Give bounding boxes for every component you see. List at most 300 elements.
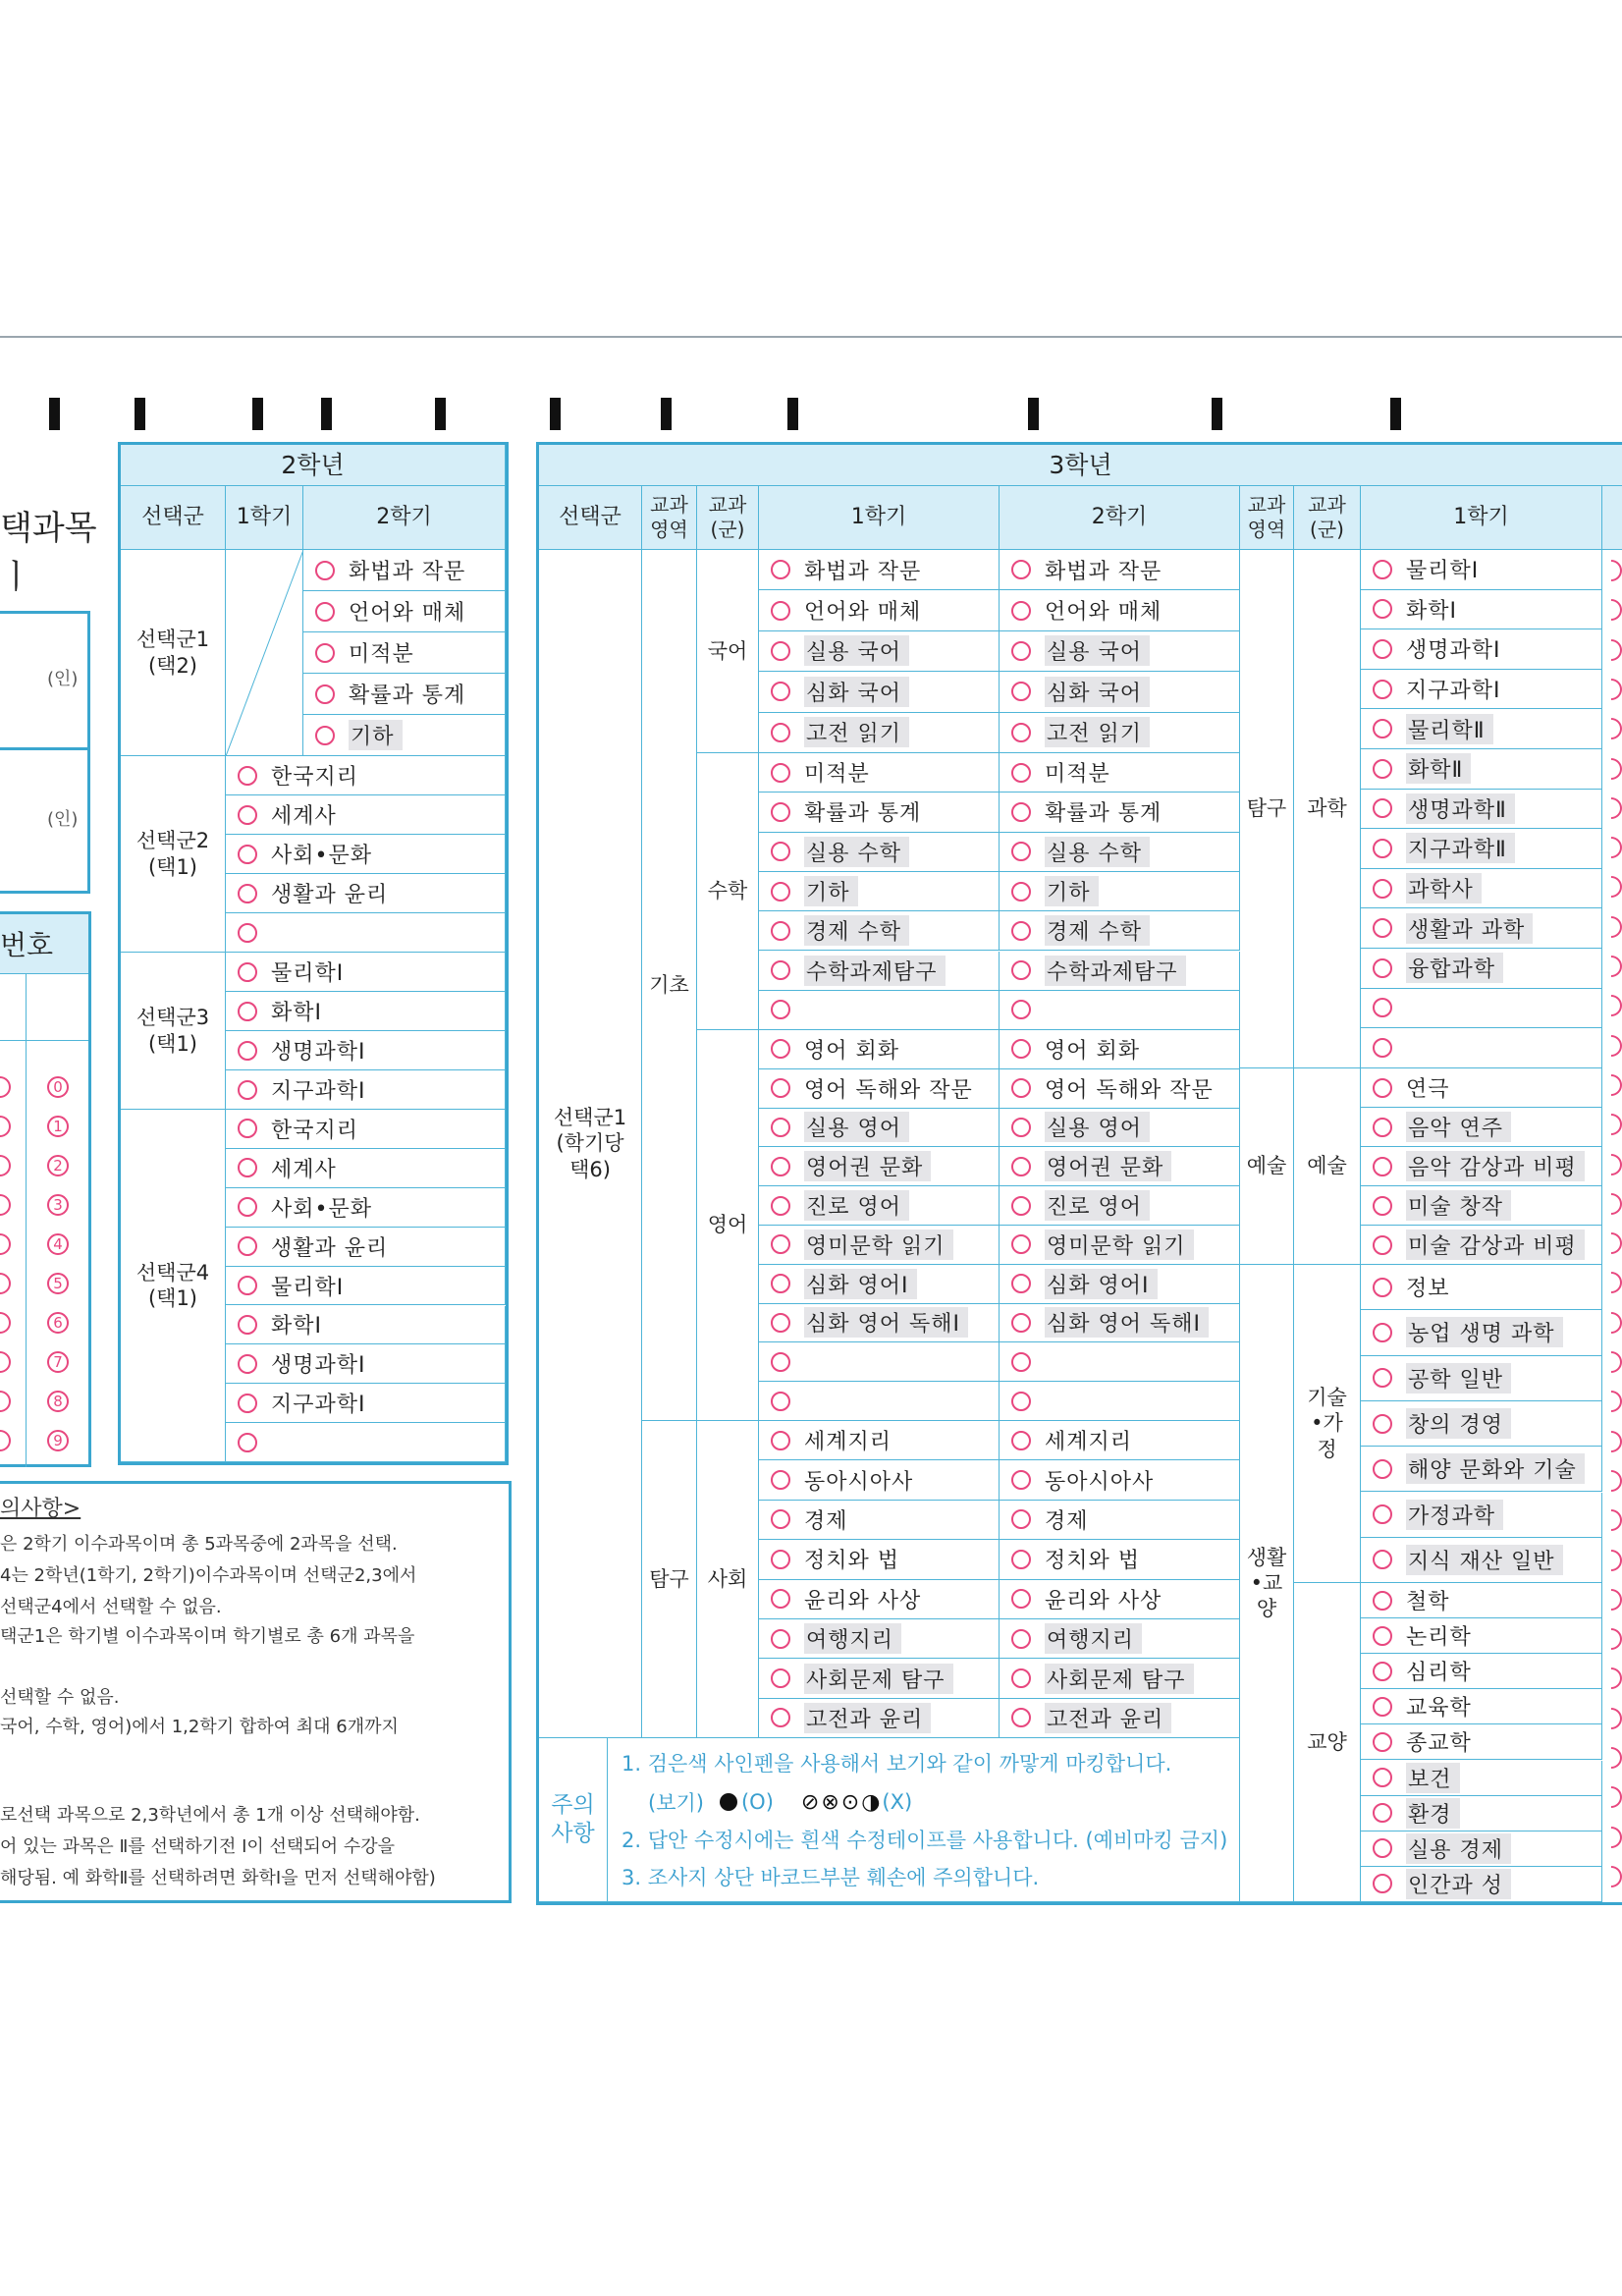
answer-bubble[interactable] (771, 763, 790, 783)
option-row (759, 991, 1000, 1030)
answer-bubble[interactable] (1373, 1414, 1392, 1434)
option-label: 심화 영어Ⅰ (804, 1269, 917, 1299)
digit-bubble[interactable]: 0 (47, 1076, 69, 1098)
option-row (1000, 672, 1240, 712)
answer-bubble[interactable] (1373, 759, 1392, 779)
option-row (759, 1109, 1000, 1148)
timing-mark (49, 398, 60, 430)
right-subject-arts: 예술 (1294, 1068, 1361, 1265)
option-label: 심화 국어 (1045, 677, 1150, 707)
answer-bubble[interactable] (1011, 960, 1031, 980)
answer-bubble[interactable] (1011, 723, 1031, 742)
option-label: 실용 수학 (1045, 837, 1150, 867)
option-row (1000, 631, 1240, 672)
option-label: 지식 재산 일반 (1406, 1545, 1563, 1575)
option-row (1000, 1030, 1240, 1069)
option-label: 기하 (349, 720, 403, 750)
option-label: 심리학 (1406, 1661, 1472, 1686)
answer-bubble[interactable] (238, 1315, 257, 1335)
answer-bubble[interactable] (771, 802, 790, 822)
digit-bubble[interactable]: 2 (47, 1155, 69, 1176)
option-label: 지구과학Ⅰ (1406, 679, 1501, 704)
answer-bubble[interactable] (238, 805, 257, 825)
option-row (226, 1149, 506, 1188)
option-row (759, 1540, 1000, 1579)
option-label: 확률과 통계 (804, 801, 922, 827)
answer-bubble[interactable] (771, 1234, 790, 1254)
answer-bubble[interactable] (1373, 879, 1392, 899)
answer-bubble[interactable] (771, 1039, 790, 1059)
answer-bubble[interactable] (1011, 1470, 1031, 1490)
option-row (1000, 1421, 1240, 1460)
option-row (226, 1423, 506, 1462)
answer-bubble[interactable] (1373, 1157, 1392, 1176)
option-row (1361, 869, 1602, 909)
answer-bubble[interactable] (771, 1078, 790, 1098)
option-label: 수학과제탐구 (804, 956, 946, 986)
answer-bubble[interactable] (771, 1000, 790, 1019)
option-row (226, 1306, 506, 1345)
option-label: 미술 창작 (1406, 1190, 1511, 1221)
answer-bubble[interactable] (1011, 802, 1031, 822)
option-row (1361, 1538, 1602, 1583)
answer-bubble[interactable] (1011, 1589, 1031, 1609)
answer-bubble[interactable] (771, 1589, 790, 1609)
answer-bubble[interactable] (1011, 1039, 1031, 1059)
answer-bubble[interactable] (238, 1433, 257, 1452)
answer-bubble[interactable] (1011, 1196, 1031, 1216)
grade2-group4 (121, 1110, 226, 1462)
answer-bubble[interactable] (771, 560, 790, 579)
answer-bubble[interactable] (771, 1470, 790, 1490)
seal-box-2[interactable] (0, 750, 90, 894)
answer-bubble[interactable] (771, 682, 790, 701)
student-number-box (0, 911, 91, 1467)
option-row (759, 1421, 1000, 1460)
answer-bubble[interactable] (771, 1668, 790, 1688)
option-label: 사회문제 탐구 (1045, 1664, 1194, 1694)
answer-bubble[interactable] (1011, 1352, 1031, 1372)
answer-bubble[interactable] (1373, 958, 1392, 978)
note-line: 4는 2학년(1학기, 2학기)이수과목이며 선택군2,3에서 (0, 1565, 417, 1586)
option-row (1000, 1304, 1240, 1343)
answer-bubble[interactable] (1373, 1368, 1392, 1388)
option-row (226, 992, 506, 1031)
answer-bubble[interactable] (771, 1392, 790, 1411)
option-label: 연극 (1406, 1077, 1450, 1102)
answer-bubble[interactable] (238, 1354, 257, 1374)
answer-bubble[interactable] (771, 601, 790, 621)
option-label: 교육학 (1406, 1696, 1472, 1722)
option-row (1361, 629, 1602, 670)
option-row (1000, 1659, 1240, 1698)
option-label: 고전 읽기 (1045, 717, 1150, 747)
option-row (226, 756, 506, 795)
answer-bubble[interactable] (1011, 1000, 1031, 1019)
option-row (226, 1267, 506, 1306)
option-row (1361, 1493, 1602, 1538)
option-label: 과학사 (1406, 873, 1482, 903)
group-pick: (택1) (147, 1031, 198, 1056)
col-area-right: 교과 영역 (1240, 486, 1294, 550)
note-line: 해당됨. 예 화학Ⅱ를 선택하려면 화학Ⅰ을 먼저 선택해야함) (0, 1868, 436, 1888)
option-label: 실용 국어 (804, 635, 909, 666)
subject-korean: 국어 (697, 550, 759, 753)
answer-bubble[interactable] (1011, 1708, 1031, 1727)
answer-bubble[interactable] (1373, 1078, 1392, 1098)
option-row (226, 1344, 506, 1384)
option-label: 융합과학 (1406, 953, 1503, 983)
right-subject-culture: 교양 (1294, 1583, 1361, 1902)
answer-bubble[interactable] (771, 1431, 790, 1450)
digit-bubble[interactable]: 1 (47, 1116, 69, 1137)
option-row (759, 1069, 1000, 1109)
answer-bubble[interactable] (771, 1274, 790, 1293)
option-label: 정보 (1406, 1277, 1450, 1302)
col-group: 선택군 (539, 486, 642, 550)
answer-bubble[interactable] (771, 641, 790, 661)
answer-bubble[interactable] (1011, 842, 1031, 861)
option-row (759, 952, 1000, 991)
answer-bubble[interactable] (1373, 1838, 1392, 1858)
option-row (1361, 1689, 1602, 1724)
digit-bubble[interactable]: 3 (47, 1194, 69, 1216)
col-sem1: 1학기 (226, 486, 303, 550)
answer-bubble[interactable] (1373, 1626, 1392, 1646)
option-row (1361, 1761, 1602, 1796)
answer-bubble[interactable] (771, 1550, 790, 1569)
option-label: 한국지리 (271, 1118, 359, 1143)
answer-bubble[interactable] (1011, 560, 1031, 579)
answer-bubble[interactable] (238, 845, 257, 864)
option-row (1000, 833, 1240, 872)
option-label: 사회문제 탐구 (804, 1664, 953, 1694)
answer-bubble[interactable] (771, 1708, 790, 1727)
option-row (1361, 1265, 1602, 1310)
answer-bubble[interactable] (771, 1629, 790, 1649)
answer-bubble[interactable] (1373, 1459, 1392, 1479)
col-sem1-right: 1학기 (1361, 486, 1602, 550)
option-label: 고전 읽기 (804, 717, 909, 747)
option-row (1361, 1796, 1602, 1831)
option-label: 미술 감상과 비평 (1406, 1230, 1585, 1260)
option-label: 언어와 매체 (349, 601, 466, 626)
form-title-2: ㅣ (0, 558, 32, 597)
answer-bubble[interactable] (1373, 1697, 1392, 1717)
timing-mark (1212, 398, 1222, 430)
option-label: 언어와 매체 (1045, 600, 1162, 626)
answer-bubble[interactable] (1373, 1591, 1392, 1611)
option-row (1000, 991, 1240, 1030)
answer-bubble[interactable] (1373, 1118, 1392, 1137)
answer-bubble[interactable] (238, 923, 257, 943)
caution-example (648, 1787, 912, 1817)
option-label: 생명과학Ⅱ (1406, 793, 1515, 824)
option-row (1361, 1068, 1602, 1108)
option-row (1361, 749, 1602, 790)
option-row (1000, 1540, 1240, 1579)
answer-bubble[interactable] (1011, 1234, 1031, 1254)
option-label: 경제 수학 (1045, 915, 1150, 946)
answer-bubble[interactable] (1373, 1323, 1392, 1342)
wrong-marks-icon: ⊘⊗⊙◑ (800, 1789, 883, 1815)
col-group: 선택군 (121, 486, 226, 550)
option-label: 생활과 과학 (1406, 913, 1533, 944)
option-label: 심화 영어 독해Ⅰ (1045, 1307, 1209, 1338)
option-row (759, 1699, 1000, 1738)
answer-bubble[interactable] (771, 1157, 790, 1176)
option-label: 화학Ⅰ (1406, 598, 1457, 624)
option-label: 심화 영어 독해Ⅰ (804, 1307, 968, 1338)
option-label: 생활과 윤리 (271, 1235, 389, 1261)
option-row (1000, 1147, 1240, 1186)
answer-bubble[interactable] (1011, 1274, 1031, 1293)
option-row (226, 874, 506, 913)
answer-bubble[interactable] (1373, 918, 1392, 938)
example-good: (O) (740, 1790, 774, 1814)
answer-bubble[interactable] (1373, 1235, 1392, 1255)
option-row (226, 953, 506, 992)
answer-bubble[interactable] (1373, 839, 1392, 858)
answer-bubble[interactable] (238, 1197, 257, 1217)
answer-bubble[interactable] (238, 962, 257, 982)
timing-mark (435, 398, 446, 430)
option-row (1000, 1619, 1240, 1659)
option-label: 정치와 법 (804, 1549, 900, 1574)
option-label: 심화 국어 (804, 677, 909, 707)
top-rule (0, 336, 1622, 338)
answer-bubble[interactable] (771, 921, 790, 941)
answer-bubble[interactable] (238, 1119, 257, 1138)
answer-bubble[interactable] (315, 643, 335, 663)
answer-bubble[interactable] (1373, 719, 1392, 738)
caution-line3: 3. 조사지 상단 바코드부분 훼손에 주의합니다. (622, 1866, 1040, 1889)
answer-bubble[interactable] (238, 1236, 257, 1256)
answer-bubble[interactable] (238, 1158, 257, 1177)
group-name: 선택군4 (135, 1260, 210, 1285)
option-row (1361, 949, 1602, 989)
answer-bubble[interactable] (771, 842, 790, 861)
option-row (1000, 1226, 1240, 1265)
answer-bubble[interactable] (1011, 601, 1031, 621)
digit-bubble[interactable]: 5 (47, 1273, 69, 1294)
option-row (759, 1580, 1000, 1619)
answer-bubble[interactable] (1011, 882, 1031, 902)
option-label: 수학과제탐구 (1045, 956, 1186, 986)
timing-mark (1390, 398, 1401, 430)
option-label: 보건 (1406, 1763, 1460, 1793)
right-area-life: 생활•교양 (1240, 1265, 1294, 1902)
answer-bubble[interactable] (771, 882, 790, 902)
answer-bubble[interactable] (1011, 1157, 1031, 1176)
option-label: 화법과 작문 (1045, 559, 1162, 584)
option-row (1000, 1460, 1240, 1500)
note-line: 로선택 과목으로 2,3학년에서 총 1개 이상 선택해야함. (0, 1805, 420, 1826)
digit-bubble[interactable]: 4 (47, 1233, 69, 1255)
timing-mark (252, 398, 263, 430)
answer-bubble[interactable] (1373, 560, 1392, 579)
answer-bubble[interactable] (1373, 639, 1392, 659)
answer-bubble[interactable] (238, 1041, 257, 1061)
right-subject-science: 과학 (1294, 550, 1361, 1068)
answer-bubble[interactable] (238, 766, 257, 786)
option-label: 화학Ⅱ (1406, 753, 1471, 784)
caution-label: 주의 사항 (539, 1738, 608, 1902)
seal-label: (인) (47, 669, 79, 689)
answer-bubble[interactable] (1011, 1629, 1031, 1649)
option-row (1361, 1147, 1602, 1186)
answer-bubble[interactable] (315, 602, 335, 622)
answer-bubble[interactable] (1373, 1803, 1392, 1823)
answer-bubble[interactable] (1011, 921, 1031, 941)
answer-bubble[interactable] (1373, 1550, 1392, 1569)
answer-bubble[interactable] (771, 1509, 790, 1529)
option-label: 실용 영어 (804, 1112, 909, 1142)
option-row (759, 1226, 1000, 1265)
option-label: 철학 (1406, 1590, 1450, 1615)
option-row (1361, 1028, 1602, 1068)
option-row (759, 1460, 1000, 1500)
digit-bubble[interactable]: 8 (47, 1391, 69, 1412)
answer-bubble[interactable] (771, 1313, 790, 1333)
option-label: 영어 독해와 작문 (1045, 1077, 1214, 1103)
answer-bubble[interactable] (1373, 599, 1392, 619)
seal-box-1[interactable] (0, 611, 90, 750)
option-row (1000, 550, 1240, 590)
option-label: 언어와 매체 (804, 600, 922, 626)
digit-bubble[interactable]: 7 (47, 1351, 69, 1373)
option-label: 영미문학 읽기 (1045, 1230, 1194, 1260)
group-name: 선택군2 (135, 829, 210, 853)
option-label: 고전과 윤리 (1045, 1703, 1171, 1733)
grade2-group3 (121, 953, 226, 1110)
answer-bubble[interactable] (1373, 1038, 1392, 1058)
seal-label: (인) (47, 809, 79, 830)
option-row (303, 674, 506, 715)
answer-bubble[interactable] (1011, 1392, 1031, 1411)
option-label: 창의 경영 (1406, 1408, 1511, 1439)
option-label: 음악 감상과 비평 (1406, 1151, 1585, 1181)
option-row (759, 1619, 1000, 1659)
answer-bubble[interactable] (771, 960, 790, 980)
answer-bubble[interactable] (1011, 641, 1031, 661)
answer-bubble[interactable] (771, 723, 790, 742)
answer-bubble[interactable] (1373, 1196, 1392, 1216)
answer-bubble[interactable] (1373, 798, 1392, 818)
grade2-group1 (121, 550, 226, 756)
answer-bubble[interactable] (315, 726, 335, 745)
answer-bubble[interactable] (1373, 1504, 1392, 1524)
option-row (1361, 1618, 1602, 1654)
option-row (226, 1070, 506, 1110)
answer-bubble[interactable] (238, 1276, 257, 1295)
option-row (303, 715, 506, 756)
option-label: 생명과학Ⅰ (271, 1040, 366, 1065)
answer-bubble[interactable] (238, 1080, 257, 1100)
answer-bubble[interactable] (1373, 1662, 1392, 1681)
option-label: 영어 회화 (804, 1038, 900, 1064)
answer-bubble[interactable] (238, 1394, 257, 1413)
answer-bubble[interactable] (1011, 1431, 1031, 1450)
option-row (1361, 1447, 1602, 1492)
answer-bubble[interactable] (238, 884, 257, 903)
option-label: 기하 (804, 876, 858, 906)
digit-bubble[interactable]: 6 (47, 1312, 69, 1334)
option-row (759, 1501, 1000, 1540)
answer-bubble[interactable] (1011, 1550, 1031, 1569)
option-row (1000, 1186, 1240, 1226)
right-area-inquiry: 탐구 (1240, 550, 1294, 1068)
option-label: 지구과학Ⅰ (271, 1393, 366, 1418)
answer-bubble[interactable] (1011, 1509, 1031, 1529)
option-label: 진로 영어 (804, 1190, 909, 1221)
notes-title: 의사항> (0, 1497, 81, 1521)
option-row (1000, 1109, 1240, 1148)
answer-bubble[interactable] (771, 1196, 790, 1216)
option-label: 여행지리 (1045, 1623, 1142, 1654)
option-row (1361, 1831, 1602, 1867)
answer-bubble[interactable] (315, 684, 335, 704)
option-row (1000, 590, 1240, 630)
answer-bubble[interactable] (1011, 1078, 1031, 1098)
answer-bubble[interactable] (1011, 1313, 1031, 1333)
option-row (226, 1228, 506, 1267)
answer-bubble[interactable] (1373, 1768, 1392, 1787)
answer-bubble[interactable] (1373, 998, 1392, 1017)
answer-bubble[interactable] (1373, 1732, 1392, 1752)
answer-bubble[interactable] (1011, 1118, 1031, 1137)
answer-bubble[interactable] (771, 1118, 790, 1137)
answer-bubble[interactable] (1373, 1874, 1392, 1893)
answer-bubble[interactable] (1373, 680, 1392, 699)
area-basic: 기초 (642, 550, 697, 1421)
option-label: 종교학 (1406, 1731, 1472, 1757)
answer-bubble[interactable] (1011, 682, 1031, 701)
digit-bubble[interactable]: 9 (47, 1430, 69, 1451)
option-label: 물리학Ⅰ (271, 1275, 345, 1300)
answer-bubble[interactable] (238, 1002, 257, 1021)
option-label: 진로 영어 (1045, 1190, 1150, 1221)
option-label: 여행지리 (804, 1623, 901, 1654)
col-area: 교과 영역 (642, 486, 697, 550)
answer-bubble[interactable] (1011, 1668, 1031, 1688)
answer-bubble[interactable] (1011, 763, 1031, 783)
option-row (226, 1188, 506, 1228)
answer-bubble[interactable] (1373, 1278, 1392, 1297)
option-label: 화학Ⅰ (271, 1001, 322, 1025)
col-sem2-right-cropped (1602, 486, 1622, 550)
option-row (1000, 713, 1240, 753)
col-sem2: 2학기 (1000, 486, 1240, 550)
option-row (1361, 908, 1602, 949)
timing-mark (550, 398, 561, 430)
option-label: 공학 일반 (1406, 1363, 1511, 1394)
option-row (1000, 1382, 1240, 1421)
option-label: 확률과 통계 (349, 683, 466, 708)
group-name: 선택군3 (135, 1006, 210, 1030)
note-line: 선택할 수 없음. (0, 1687, 120, 1708)
option-row (226, 1384, 506, 1423)
option-row (759, 1186, 1000, 1226)
option-row (759, 550, 1000, 590)
answer-bubble[interactable] (771, 1352, 790, 1372)
option-row (1361, 829, 1602, 869)
note-line: 어 있는 과목은 Ⅱ를 선택하기전 Ⅰ이 선택되어 수강을 (0, 1836, 395, 1857)
option-row (226, 795, 506, 835)
answer-bubble[interactable] (315, 561, 335, 580)
option-label: 인간과 성 (1406, 1869, 1511, 1899)
option-row (759, 1659, 1000, 1698)
